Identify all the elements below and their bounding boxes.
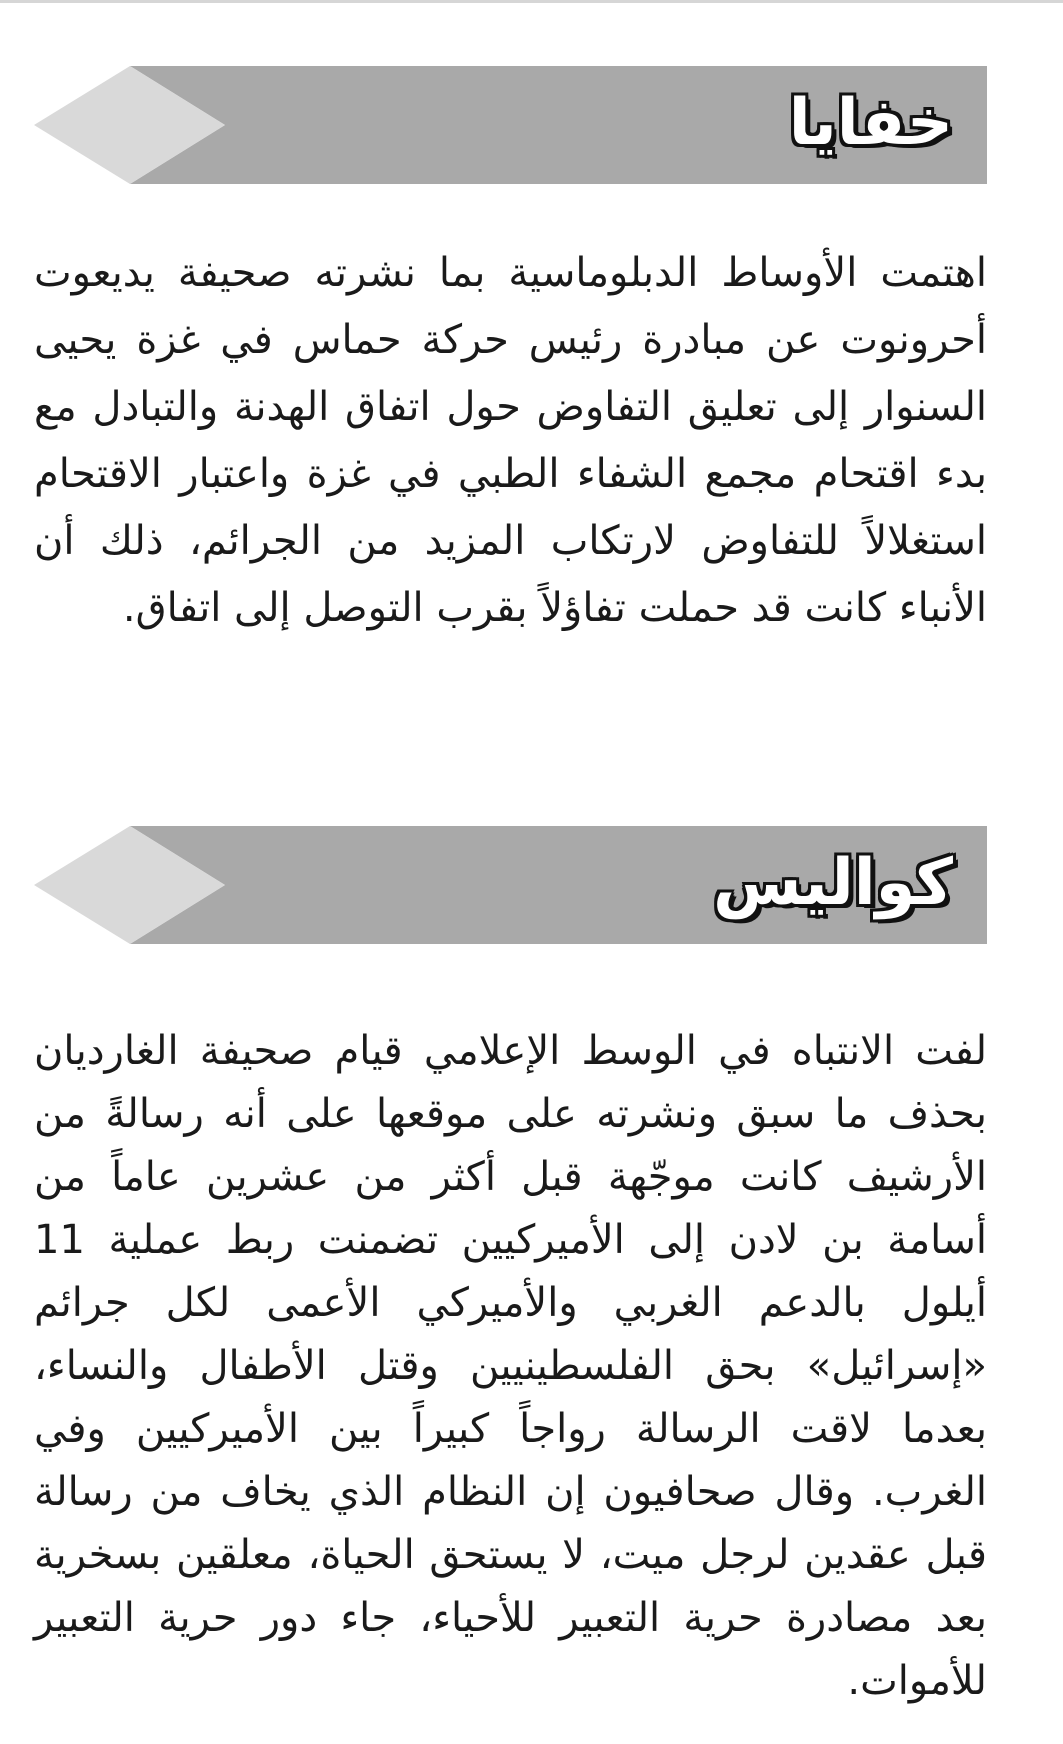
section-banner (0, 826, 1063, 944)
top-rule (0, 0, 1063, 3)
section-banner (0, 66, 1063, 184)
article-body: لفت الانتباه في الوسط الإعلامي قيام صحيفة الغارديان بحذف ما سبق ونشرته على موقعها على أنه رسالةً من الأرشيف كانت موجّهة قبل أكثر من عشرين عاماً من أسامة بن لادن إلى الأميركيين تضمنت ربط عملية 11 أيلول بالدعم الغربي والأميركي الأعمى لكل جرائم «إسرائيل» بحق الفلسطينيين وقتل الأطفال والنساء، بعدما لاقت الرسالة رواجاً كبيراً بين الأميركيين وفي الغرب. وقال صحافيون إن النظام الذي يخاف من رسالة قبل عقدين لرجل ميت، لا يستحق الحياة، معلقين بسخرية بعد مصادرة حرية التعبير للأحياء، جاء دور حرية التعبير للأموات. (34, 1028, 987, 1704)
section-heading: كواليس (713, 846, 953, 920)
article-body: اهتمت الأوساط الدبلوماسية بما نشرته صحيفة يديعوت أحرونوت عن مبادرة رئيس حركة حماس في غزة يحيى السنوار إلى تعليق التفاوض حول اتفاق الهدنة والتبادل مع بدء اقتحام مجمع الشفاء الطبي في غزة واعتبار الاقتحام استغلالاً للتفاوض لارتكاب المزيد من الجرائم، ذلك أن الأنباء كانت قد حملت تفاؤلاً بقرب التوصل إلى اتفاق. (34, 250, 987, 631)
section-heading: خفايا (788, 86, 953, 160)
